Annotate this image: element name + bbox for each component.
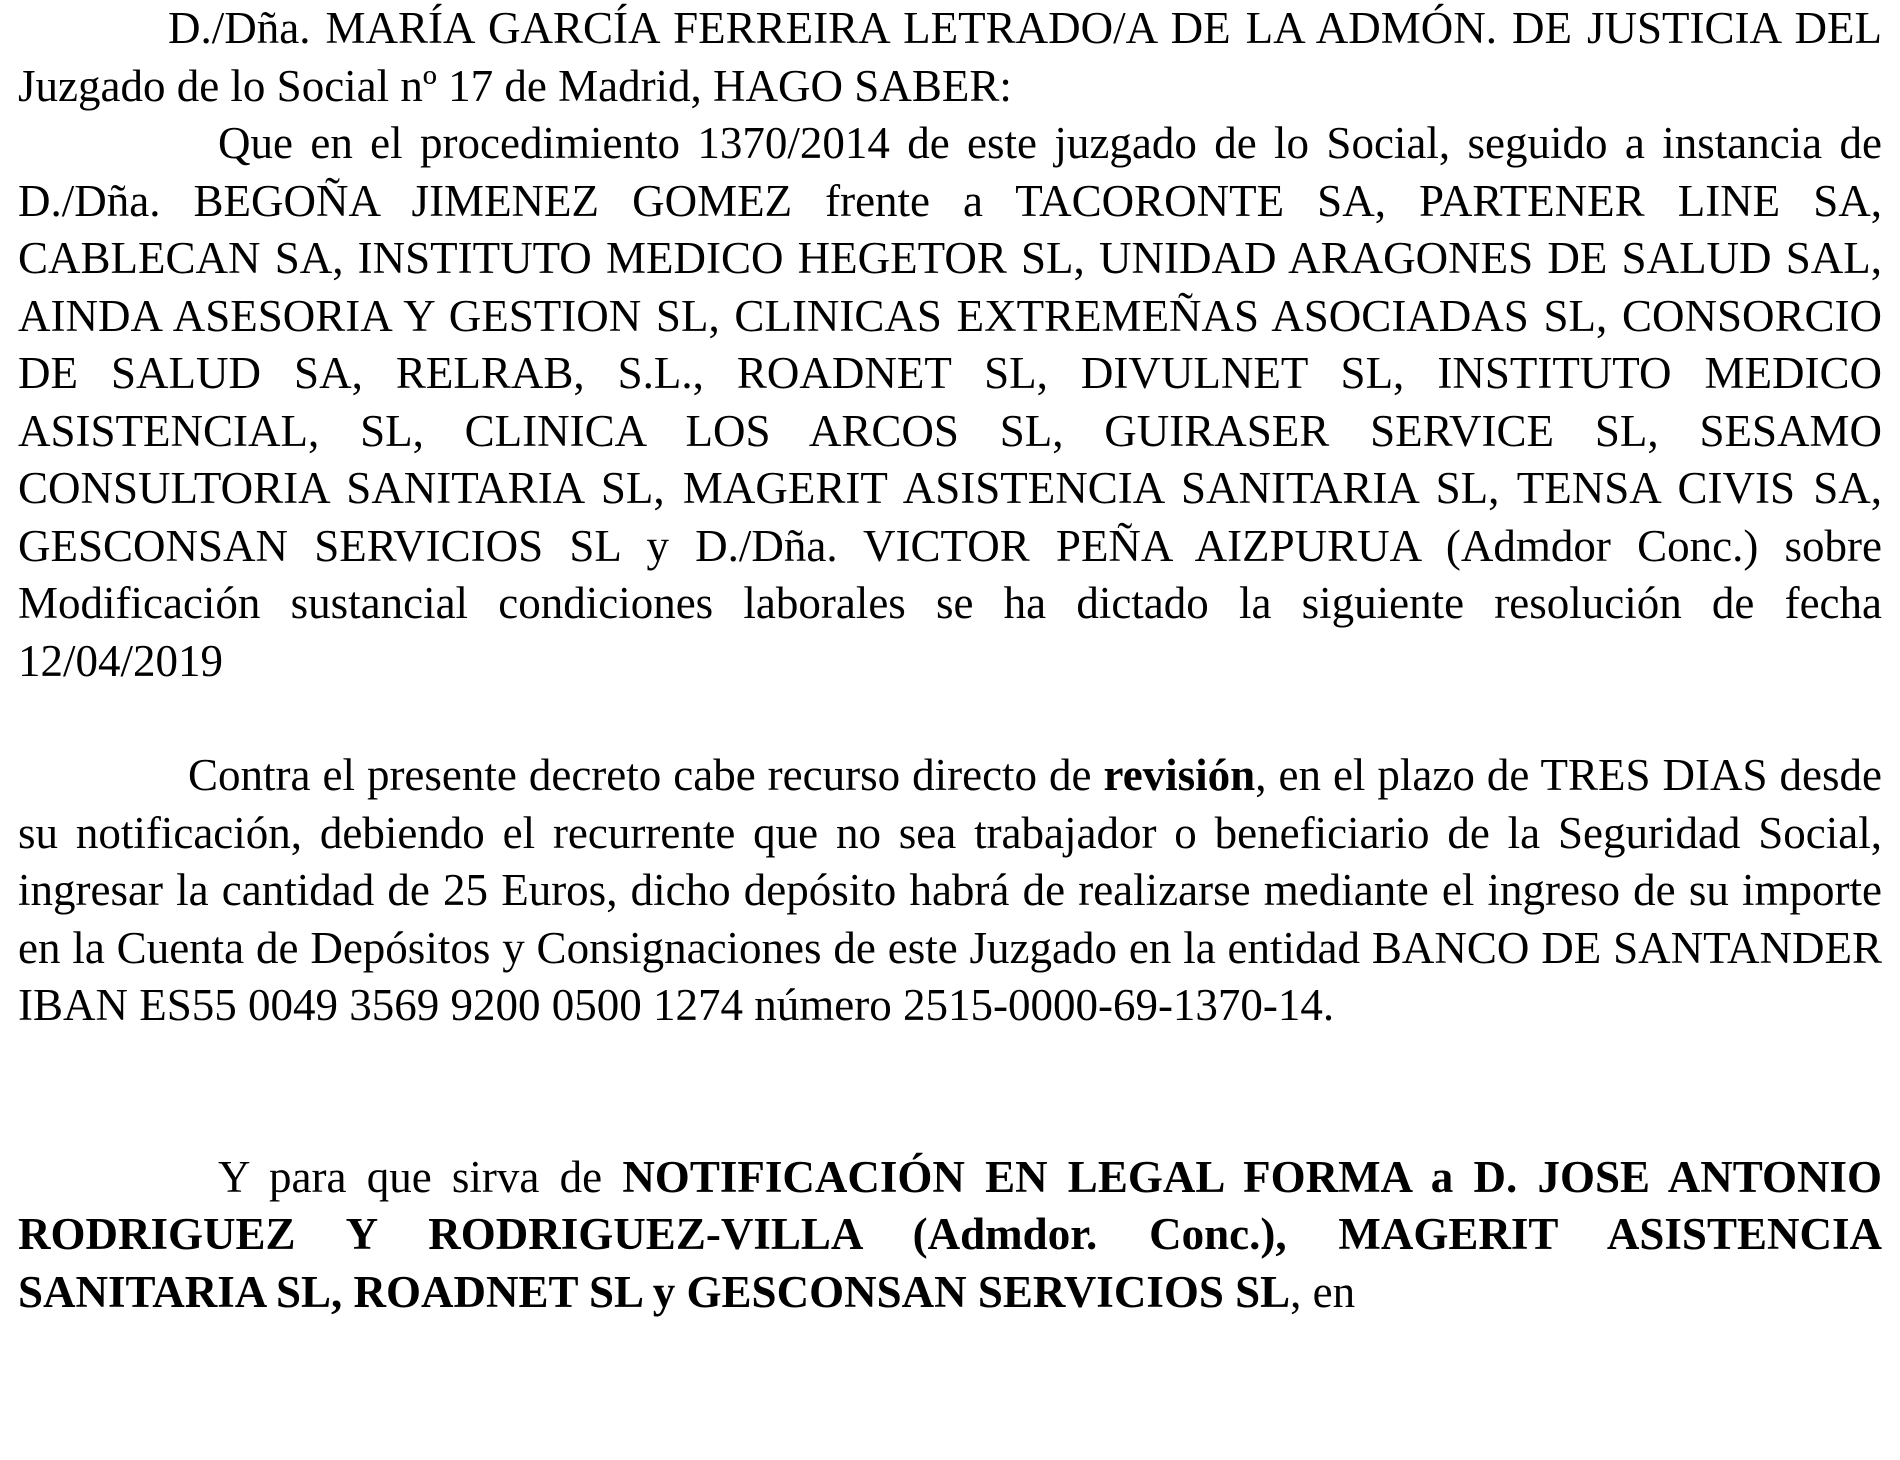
appeal-text-before: Contra el presente decreto cabe recurso directo de bbox=[188, 750, 1104, 800]
paragraph-header: D./Dña. MARÍA GARCÍA FERREIRA LETRADO/A DE LA ADMÓN. DE JUSTICIA DEL Juzgado de lo Social nº 17 de Madrid, HAGO SABER: bbox=[18, 3, 1882, 111]
paragraph-spacer-large bbox=[18, 1035, 1882, 1149]
notification-lead: Y para que sirva de bbox=[218, 1151, 623, 1202]
appeal-text-bold: revisión bbox=[1103, 750, 1256, 800]
paragraph-spacer bbox=[18, 690, 1882, 747]
paragraph-procedure: Que en el procedimiento 1370/2014 de este juzgado de lo Social, seguido a instancia de D./Dña. BEGOÑA JIMENEZ GOMEZ frente a TACORONTE SA, PARTENER LINE SA, CABLECAN SA, INSTITUTO MEDICO HEGETOR SL, UNIDAD ARAGONES DE SALUD SAL, AINDA ASESORIA Y GESTION SL, CLINICAS EXTREMEÑAS ASOCIADAS SL, CONSORCIO DE SALUD SA, RELRAB, S.L., ROADNET SL, DIVULNET SL, INSTITUTO MEDICO ASISTENCIAL, SL, CLINICA LOS ARCOS SL, GUIRASER SERVICE SL, SESAMO CONSULTORIA SANITARIA SL, MAGERIT ASISTENCIA SANITARIA SL, TENSA CIVIS SA, GESCONSAN SERVICIOS SL y D./Dña. VICTOR PEÑA AIZPURUA (Admdor Conc.) sobre Modificación sustancial condiciones laborales se ha dictado la siguiente resolución de fecha 12/04/2019 bbox=[18, 118, 1882, 686]
paragraph-appeal bbox=[18, 747, 1882, 1035]
notification-tail: , en bbox=[1290, 1266, 1356, 1317]
paragraph-notification bbox=[18, 1149, 1882, 1322]
notification-bold: NOTIFICACIÓN EN LEGAL FORMA a D. JOSE ANTONIO RODRIGUEZ Y RODRIGUEZ-VILLA (Admdor. Conc.), MAGERIT ASISTENCIA SANITARIA SL, ROADNET SL y GESCONSAN SERVICIOS SL bbox=[18, 1151, 1882, 1317]
document-page bbox=[18, 0, 1882, 1321]
appeal-text-after: , en el plazo de TRES DIAS desde su notificación, debiendo el recurrente que no sea trabajador o beneficiario de la Seguridad Social, ingresar la cantidad de 25 Euros, dicho depósito habrá de realizarse mediante el ingreso de su importe en la Cuenta de Depósitos y Consignaciones de este Juzgado en la entidad BANCO DE SANTANDER IBAN ES55 0049 3569 9200 0500 1274 número 2515-0000-69-1370-14. bbox=[18, 750, 1882, 1030]
